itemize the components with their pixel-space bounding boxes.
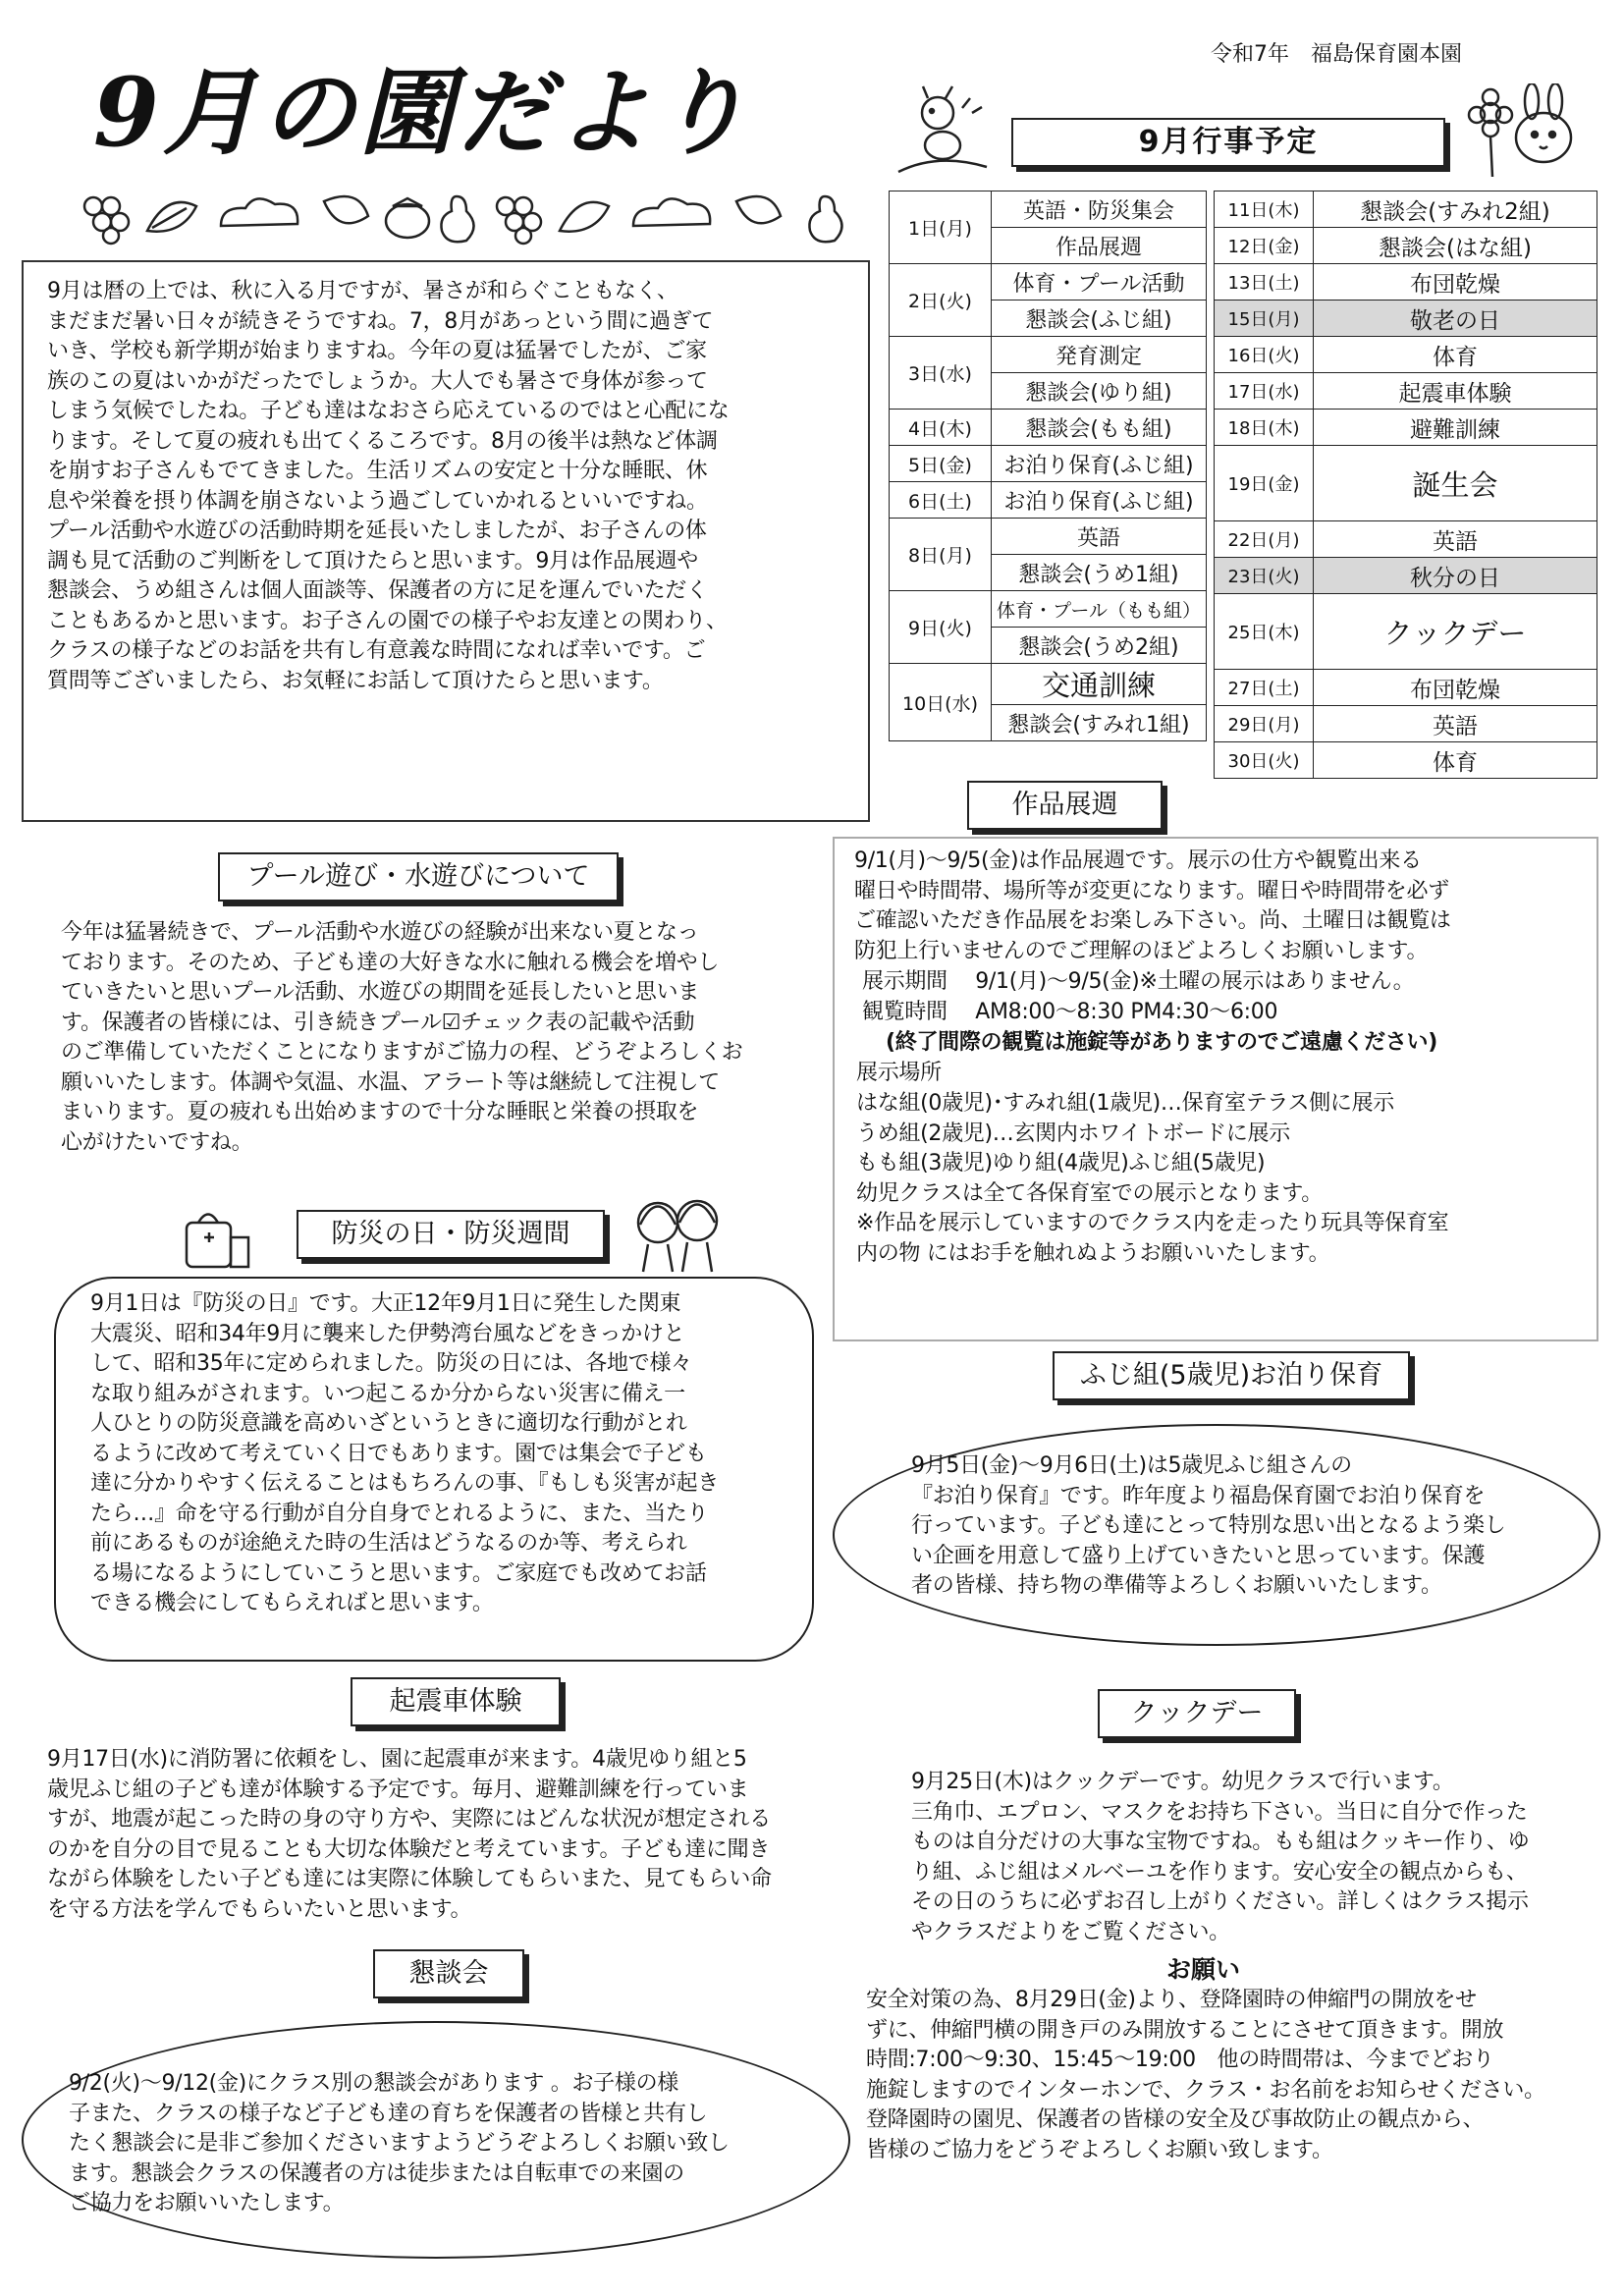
schedule-table-right xyxy=(1214,191,1597,779)
sakuhin-place-label: 展示場所 xyxy=(856,1061,942,1085)
table-row: 16日(火) 体育 xyxy=(1215,337,1597,373)
table-row: 3日(水) 発育測定 xyxy=(890,337,1207,373)
sakuhin-period: 展示期間 9/1(月)～9/5(金)※土曜の展示はありません。 xyxy=(862,969,1415,994)
grapes-icon xyxy=(497,197,541,244)
table-row: 作品展週 xyxy=(890,228,1207,264)
kishinsha-heading: 起震車体験 xyxy=(351,1677,561,1726)
sakuhin-note: (終了間際の観覧は施錠等がありますのでご遠慮ください) xyxy=(886,1030,1438,1055)
table-row: 25日(木) クックデー xyxy=(1215,594,1597,670)
pool-text: 今年は猛暑続きで、プール活動や水遊びの経験が出来ない夏となっ ております。そのため、子ども達の大好きな水に触れる機会を増やし ていきたいと思いプール活動、水遊びの期間を延長したいと思いま す。保護者の皆様には、引き続きプール☑チェック表の記載や活動 のご準備していただくことになりますがご協力の程、どうぞよろしくお 願いいたします。体調や気温、水温、アラート等は継続して注視して まいります。夏の疲れも出始めますので十分な睡眠と栄養の摂取を 心がけたいですね。 xyxy=(61,920,743,1155)
table-row: 10日(水) 交通訓練 xyxy=(890,664,1207,705)
table-row: 9日(火) 体育・プール（もも組） xyxy=(890,591,1207,628)
table-row: 5日(金) お泊り保育(ふじ組) xyxy=(890,446,1207,482)
pool-heading: プール遊び・水遊びについて xyxy=(218,852,619,902)
sakuhin-time: 観覧時間 AM8:00～8:30 PM4:30～6:00 xyxy=(862,1000,1278,1024)
table-row: 懇談会(すみれ1組) xyxy=(890,705,1207,741)
schedule-table-left xyxy=(889,191,1207,741)
children-hoods-illustration xyxy=(628,1183,727,1277)
table-row: 懇談会(ゆり組) xyxy=(890,373,1207,410)
otomari-heading: ふじ組(5歳児)お泊り保育 xyxy=(1053,1351,1410,1400)
otomari-text: 9月5日(金)～9月6日(土)は5歳児ふじ組さんの 『お泊り保育』です。昨年度より福島保育園でお泊り保育を 行っています。子ども達にとって特別な思い出となるよう楽し い企画を用意して盛り上げていきたいと思っています。保護 者の皆様、持ち物の準備等よろしくお願いいたします。 xyxy=(911,1453,1506,1598)
table-row: 懇談会(ふじ組) xyxy=(890,301,1207,337)
table-row: 4日(木) 懇談会(もも組) xyxy=(890,410,1207,446)
table-row: 12日(金) 懇談会(はな組) xyxy=(1215,228,1597,264)
table-row: 11日(木) 懇談会(すみれ2組) xyxy=(1215,191,1597,228)
table-row: 懇談会(うめ2組) xyxy=(890,628,1207,664)
publisher: 令和7年 福島保育園本園 xyxy=(1211,42,1462,67)
table-row: 6日(土) お泊り保育(ふじ組) xyxy=(890,482,1207,519)
table-row: 18日(木) 避難訓練 xyxy=(1215,410,1597,446)
emergency-kit-illustration xyxy=(177,1198,255,1272)
onegai-heading: お願い xyxy=(1166,1955,1241,1984)
table-row: 23日(火) 秋分の日 xyxy=(1215,558,1597,594)
kishinsha-text: 9月17日(水)に消防署に依頼をし、園に起震車が来ます。4歳児ゆり組と5 歳児ふじ組の子ども達が体験する予定です。毎月、避難訓練を行っていま すが、地震が起こった時の身の守り方や、実際にはどんな状況が想定される のかを自分の目で見ることも大切な体験だと考えています。子ども達に聞き ながら体験をしたい子ども達には実際に体験してもらいまた、見てもらい命 を守る方法を学んでもらいたいと思います。 xyxy=(47,1747,772,1922)
leaf-icon xyxy=(736,196,781,223)
cookday-heading: クックデー xyxy=(1098,1689,1296,1738)
table-row: 30日(火) 体育 xyxy=(1215,742,1597,779)
table-row: 17日(水) 起震車体験 xyxy=(1215,373,1597,410)
cloud-icon xyxy=(633,198,710,226)
intro-text: 9月は暦の上では、秋に入る月ですが、暑さが和らぐこともなく、 まだまだ暑い日々が続きそうですね。7，8月があっという間に過ぎて いき、学校も新学期が始まりますね。今年の夏は猛暑でしたが、ご家 族のこの夏はいかがだったでしょうか。大人でも暑さで身体が参って しまう気候でしたね。子ども達はなおさら応えているのではと心配にな ります。そして夏の疲れも出てくるころです。8月の後半は熱など体調 を崩すお子さんもでてきました。生活リズムの安定と十分な睡眠、休 息や栄養を摂り体調を崩さないよう過ごしていかれるといいですね。 プール活動や水遊びの活動時期を延長いたしましたが、お子さんの体 調も見て活動のご判断をして頂けたらと思います。9月は作品展週や 懇談会、うめ組さんは個人面談等、保護者の方に足を運んでいただく こともあるかと思います。お子さんの園での様子やお友達との関わり、 クラスの様子などのお話を共有し有意義な時間になれば幸いです。ご 質問等ございましたら、お気軽にお話して頂けたらと思います。 xyxy=(47,279,730,693)
table-row: 22日(月) 英語 xyxy=(1215,521,1597,558)
leaf-icon xyxy=(147,202,196,232)
bousai-heading: 防災の日・防災週間 xyxy=(297,1210,605,1259)
schedule-title: 9月行事予定 xyxy=(1011,118,1445,167)
table-row: 1日(月) 英語・防災集会 xyxy=(890,191,1207,228)
kondankai-heading: 懇談会 xyxy=(373,1949,524,1998)
sakuhin-places: はな組(0歳児)･すみれ組(1歳児)…保育室テラス側に展示 うめ組(2歳児)…玄関内ホワイトボードに展示 もも組(3歳児)ゆり組(4歳児)ふじ組(5歳児) 幼児クラスは全て各保育室での展示となります。 ※作品を展示していますのでクラス内を走ったり玩具等保育室 内の物 にはお手を触れぬようお願いいたします。 xyxy=(856,1091,1449,1266)
cookday-text: 9月25日(木)はクックデーです。幼児クラスで行います。 三角巾、エプロン、マスクをお持ち下さい。当日に自分で作った ものは自分だけの大事な宝物ですね。もも組はクッキー作り、ゆ り組、ふじ組はメルベーユを作ります。安心安全の観点からも、 その日のうちに必ずお召し上がりください。詳しくはクラス掲示 やクラスだよりをご覧ください。 xyxy=(911,1770,1530,1944)
onegai-text: 安全対策の為、8月29日(金)より、登降園時の伸縮門の開放をせ ずに、伸縮門横の開き戸のみ開放することにさせて頂きます。開放 時間:7:00～9:30、15:45～19:00 他の時間帯は、今までどおり 施錠しますのでインターホンで、クラス・お名前をお知らせください。 登降園時の園児、保護者の皆様の安全及び事故防止の観点から、 皆様のご協力をどうぞよろしくお願い致します。 xyxy=(866,1988,1545,2162)
kondankai-text: 9/2(火)～9/12(金)にクラス別の懇談会があります 。お子様の様 子また、クラスの様子など子ども達の育ちを保護者の皆様と共有し たく懇談会に是非ご参加くださいますようどうぞよろしくお願い致し ます。懇談会クラスの保護者の方は徒歩または自転車での来園の ご協力をお願いいたします。 xyxy=(69,2071,730,2215)
table-row: 13日(土) 布団乾燥 xyxy=(1215,264,1597,301)
table-row: 懇談会(うめ1組) xyxy=(890,555,1207,591)
bee-flute-illustration xyxy=(889,79,997,182)
leaf-icon xyxy=(560,202,609,232)
page-title: 9月の園だより xyxy=(93,57,752,168)
pear-icon xyxy=(441,196,473,242)
table-row: 19日(金) 誕生会 xyxy=(1215,446,1597,521)
table-row: 29日(月) 英語 xyxy=(1215,706,1597,742)
leaf-icon xyxy=(324,196,368,223)
fruit-decoration xyxy=(74,177,859,250)
table-row: 27日(土) 布団乾燥 xyxy=(1215,670,1597,706)
bunny-flower-illustration xyxy=(1463,83,1591,182)
table-row: 2日(火) 体育・プール活動 xyxy=(890,264,1207,301)
table-row: 8日(月) 英語 xyxy=(890,519,1207,555)
persimmon-icon xyxy=(386,198,429,238)
cloud-icon xyxy=(221,198,298,226)
bousai-text: 9月1日は『防災の日』です。大正12年9月1日に発生した関東 大震災、昭和34年9月に襲来した伊勢湾台風などをきっかけと して、昭和35年に定められました。防災の日には、各地で様々 な取り組みがされます。いつ起こるか分からない災害に備え一 人ひとりの防災意識を高めいざというときに適切な行動がとれ るように改めて考えていく日でもあります。園では集会で子ども 達に分かりやすく伝えることはもちろんの事、『もしも災害が起き たら…』命を守る行動が自分自身でとれるように、また、当たり 前にあるものが途絶えた時の生活はどうなるのか等、考えられ る場になるようにしていこうと思います。ご家庭でも改めてお話 できる機会にしてもらえればと思います。 xyxy=(90,1291,720,1615)
table-row: 15日(月) 敬老の日 xyxy=(1215,301,1597,337)
sakuhin-heading: 作品展週 xyxy=(967,781,1163,830)
grapes-icon xyxy=(84,197,129,244)
sakuhin-text: 9/1(月)～9/5(金)は作品展週です。展示の仕方や観覧出来る 曜日や時間帯、場所等が変更になります。曜日や時間帯を必ず ご確認いただき作品展をお楽しみ下さい。尚、土曜日は観覧は 防犯上行いませんのでご理解のほどよろしくお願いします。 xyxy=(854,848,1451,963)
pear-icon xyxy=(809,196,841,242)
